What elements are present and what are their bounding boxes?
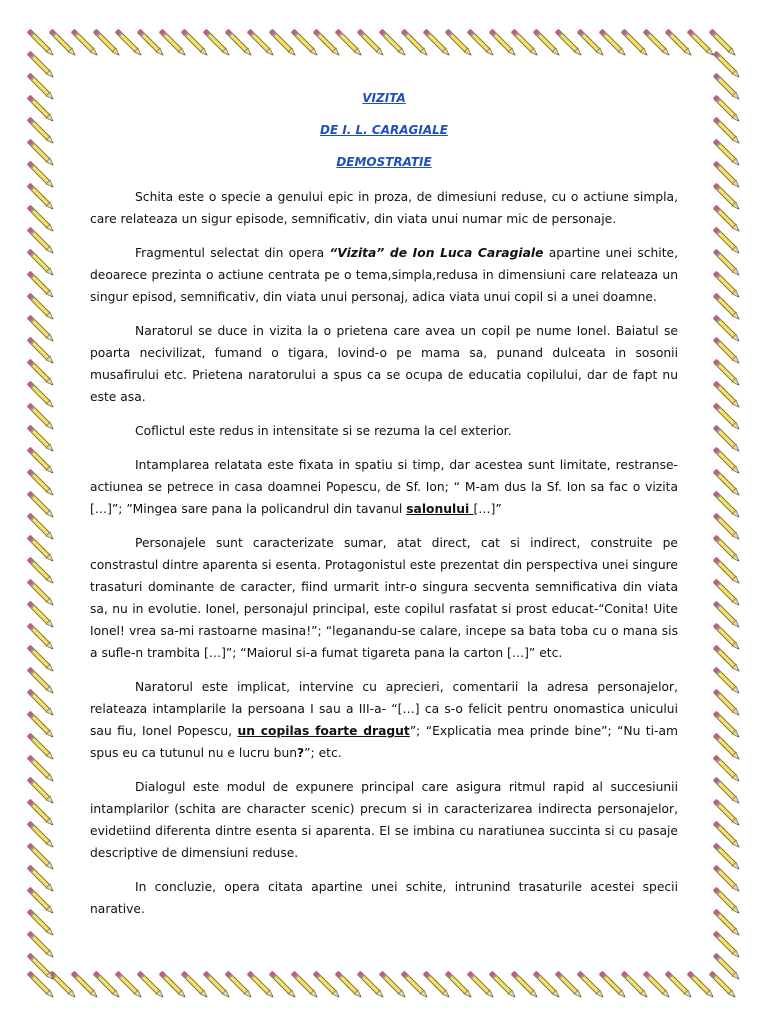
pencil-icon bbox=[715, 339, 740, 364]
pencil-icon bbox=[29, 845, 54, 870]
paragraph-2 bbox=[90, 242, 678, 308]
pencil-icon bbox=[29, 53, 54, 78]
pencil-icon bbox=[29, 361, 54, 386]
pencil-icon bbox=[29, 669, 54, 694]
pencil-icon bbox=[29, 801, 54, 826]
pencil-icon bbox=[359, 973, 384, 998]
pencil-icon bbox=[535, 973, 560, 998]
paragraph-5-text-a: Intamplarea relatata este fixata in spatiu si timp, dar acestea sunt limitate, restranse- actiunea se petrece in casa doamnei Popescu, de Sf. Ion; “ M-am dus la Sf. Ion sa fac o vizita […]”; ”Mingea sare pana la policandrul din tavanul bbox=[90, 458, 678, 516]
pencil-icon bbox=[227, 31, 252, 56]
pencil-icon bbox=[715, 515, 740, 540]
pencil-icon bbox=[557, 973, 582, 998]
pencil-icon bbox=[403, 31, 428, 56]
pencil-icon bbox=[601, 31, 626, 56]
pencil-icon bbox=[161, 973, 186, 998]
pencil-icon bbox=[161, 31, 186, 56]
pencil-icon bbox=[29, 735, 54, 760]
paragraph-6: Personajele sunt caracterizate sumar, atat direct, cat si indirect, construite pe constrastul dintre aparenta si esenta. Protagonistul este prezentat din perspectiva unei singure trasaturi dominante de caracter, fiind urmarit intr-o singura secventa semnificativa din viata sa, nu in evolutie. Ionel, personajul principal, este copilul rasfatat si prost educat-“Conita! Uite Ionel! vrea sa-mi rastoarne masina!”; “leganandu-se calare, incepe sa bata toba cu o mana sis a sufle-n trambita […]”; “Maiorul si-a fumat tigareta pana la carton […]” etc. bbox=[90, 536, 678, 660]
pencil-icon bbox=[117, 973, 142, 998]
paragraph-5-text-c: […]” bbox=[473, 502, 502, 516]
pencil-icon bbox=[601, 973, 626, 998]
pencil-icon bbox=[579, 31, 604, 56]
pencil-icon bbox=[271, 31, 296, 56]
pencil-icon bbox=[715, 97, 740, 122]
document-body bbox=[90, 90, 678, 932]
pencil-icon bbox=[29, 119, 54, 144]
pencil-icon bbox=[715, 537, 740, 562]
pencil-icon bbox=[715, 471, 740, 496]
pencil-icon bbox=[715, 691, 740, 716]
pencil-icon bbox=[645, 973, 670, 998]
pencil-icon bbox=[227, 973, 252, 998]
paragraph-1: Schita este o specie a genului epic in proza, de dimesiuni reduse, cu o actiune simpla, care relateaza un sigur episode, semnificativ, din viata unui numar mic de personaje. bbox=[90, 190, 678, 226]
paragraph-7-text-a: Naratorul este implicat, intervine cu aprecieri, comentarii la adresa personajelor, relateaza intamplarile la persoana I sau a III-a- “[…] ca s-o felicit pentru onomastica unicului sau fiu, Ionel Popescu, bbox=[90, 680, 678, 738]
pencil-icon bbox=[715, 581, 740, 606]
pencil-icon bbox=[715, 867, 740, 892]
paragraph-5 bbox=[90, 454, 678, 520]
pencil-icon bbox=[645, 31, 670, 56]
bold-question-mark: ? bbox=[297, 746, 305, 760]
paragraph-9: In concluzie, opera citata apartine unei schite, intrunind trasaturile acestei specii narative. bbox=[90, 880, 678, 916]
pencil-icon bbox=[535, 31, 560, 56]
paragraph-7-text-e: ”; etc. bbox=[304, 746, 342, 760]
pencil-icon bbox=[183, 973, 208, 998]
pencil-icon bbox=[667, 31, 692, 56]
pencil-icon bbox=[689, 31, 714, 56]
pencil-icon bbox=[469, 973, 494, 998]
pencil-icon bbox=[715, 295, 740, 320]
pencil-icon bbox=[29, 889, 54, 914]
pencil-icon bbox=[29, 295, 54, 320]
pencil-icon bbox=[29, 933, 54, 958]
pencil-icon bbox=[715, 713, 740, 738]
pencil-icon bbox=[29, 405, 54, 430]
pencil-icon bbox=[715, 383, 740, 408]
paragraph-7-text-c: ”; “Explicatia mea prinde bine”; “Nu ti-am spus eu ca tutunul nu e lucru bun bbox=[90, 724, 678, 760]
pencil-icon bbox=[29, 317, 54, 342]
pencil-icon bbox=[29, 141, 54, 166]
pencil-icon bbox=[667, 973, 692, 998]
pencil-icon bbox=[315, 31, 340, 56]
pencil-icon bbox=[715, 757, 740, 782]
pencil-icon bbox=[29, 75, 54, 100]
pencil-icon bbox=[715, 845, 740, 870]
pencil-icon bbox=[715, 141, 740, 166]
pencil-icon bbox=[715, 911, 740, 936]
pencil-icon bbox=[73, 973, 98, 998]
pencil-icon bbox=[715, 207, 740, 232]
pencil-icon bbox=[29, 713, 54, 738]
emphasized-phrase-copilas: un copilas foarte dragut bbox=[237, 724, 410, 738]
pencil-icon bbox=[315, 973, 340, 998]
pencil-icon bbox=[623, 31, 648, 56]
pencil-icon bbox=[715, 823, 740, 848]
pencil-icon bbox=[715, 735, 740, 760]
pencil-icon bbox=[623, 973, 648, 998]
paragraph-7 bbox=[90, 676, 678, 764]
pencil-icon bbox=[359, 31, 384, 56]
pencil-icon bbox=[139, 973, 164, 998]
pencil-icon bbox=[205, 31, 230, 56]
pencil-icon bbox=[715, 75, 740, 100]
pencil-icon bbox=[29, 31, 54, 56]
pencil-icon bbox=[29, 427, 54, 452]
pencil-icon bbox=[29, 185, 54, 210]
pencil-icon bbox=[29, 515, 54, 540]
pencil-icon bbox=[715, 185, 740, 210]
pencil-icon bbox=[715, 361, 740, 386]
pencil-icon bbox=[715, 119, 740, 144]
pencil-icon bbox=[469, 31, 494, 56]
pencil-icon bbox=[29, 97, 54, 122]
pencil-icon bbox=[29, 163, 54, 188]
pencil-icon bbox=[249, 973, 274, 998]
pencil-icon bbox=[29, 273, 54, 298]
pencil-icon bbox=[29, 647, 54, 672]
pencil-icon bbox=[715, 801, 740, 826]
pencil-icon bbox=[715, 669, 740, 694]
pencil-icon bbox=[715, 53, 740, 78]
pencil-icon bbox=[715, 405, 740, 430]
pencil-icon bbox=[139, 31, 164, 56]
paragraph-2-text-c: apartine unei schite, deoarece prezinta o actiune centrata pe o tema,simpla,redusa in dimensiuni care relateaza un singur episod, semnificativ, din viata unui personaj, adica viata unui copil si a unei doamne. bbox=[90, 246, 678, 304]
pencil-icon bbox=[715, 251, 740, 276]
paragraph-4: Coflictul este redus in intensitate si se rezuma la cel exterior. bbox=[135, 424, 512, 438]
pencil-icon bbox=[711, 31, 736, 56]
paragraph-2-text-a: Fragmentul selectat din opera bbox=[135, 246, 330, 260]
work-title-reference: “Vizita” de Ion Luca Caragiale bbox=[329, 246, 544, 260]
document-subtitle: DEMOSTRATIE bbox=[336, 155, 432, 169]
pencil-icon bbox=[29, 229, 54, 254]
pencil-icon bbox=[381, 973, 406, 998]
pencil-icon bbox=[29, 779, 54, 804]
pencil-icon bbox=[271, 973, 296, 998]
pencil-icon bbox=[29, 339, 54, 364]
pencil-icon bbox=[715, 933, 740, 958]
pencil-icon bbox=[95, 973, 120, 998]
pencil-icon bbox=[715, 273, 740, 298]
pencil-icon bbox=[183, 31, 208, 56]
pencil-icon bbox=[29, 911, 54, 936]
pencil-icon bbox=[715, 163, 740, 188]
pencil-icon bbox=[29, 581, 54, 606]
pencil-icon bbox=[715, 889, 740, 914]
pencil-icon bbox=[29, 493, 54, 518]
pencil-icon bbox=[715, 427, 740, 452]
pencil-icon bbox=[29, 603, 54, 628]
pencil-icon bbox=[293, 973, 318, 998]
pencil-icon bbox=[715, 493, 740, 518]
pencil-icon bbox=[29, 383, 54, 408]
pencil-icon bbox=[715, 317, 740, 342]
pencil-icon bbox=[29, 625, 54, 650]
pencil-icon bbox=[403, 973, 428, 998]
pencil-icon bbox=[579, 973, 604, 998]
pencil-icon bbox=[425, 973, 450, 998]
pencil-icon bbox=[425, 31, 450, 56]
pencil-icon bbox=[293, 31, 318, 56]
pencil-icon bbox=[715, 229, 740, 254]
pencil-icon bbox=[29, 757, 54, 782]
pencil-icon bbox=[205, 973, 230, 998]
pencil-icon bbox=[715, 779, 740, 804]
pencil-icon bbox=[29, 691, 54, 716]
pencil-icon bbox=[29, 823, 54, 848]
document-title: VIZITA bbox=[362, 91, 406, 105]
pencil-icon bbox=[337, 31, 362, 56]
pencil-icon bbox=[715, 449, 740, 474]
pencil-icon bbox=[381, 31, 406, 56]
pencil-icon bbox=[557, 31, 582, 56]
pencil-icon bbox=[715, 625, 740, 650]
pencil-icon bbox=[249, 31, 274, 56]
paragraph-3: Naratorul se duce in vizita la o prietena care avea un copil pe nume Ionel. Baiatul se poarta necivilizat, fumand o tigara, lovind-o pe mama sa, punand dulceata in sosonii musafirului etc. Prietena naratorului a spus ca se ocupa de educatia copilului, dar de fapt nu este asa. bbox=[90, 324, 678, 404]
pencil-icon bbox=[117, 31, 142, 56]
pencil-icon bbox=[513, 973, 538, 998]
pencil-icon bbox=[715, 603, 740, 628]
pencil-icon bbox=[73, 31, 98, 56]
pencil-icon bbox=[491, 31, 516, 56]
pencil-icon bbox=[689, 973, 714, 998]
pencil-icon bbox=[447, 31, 472, 56]
pencil-icon bbox=[715, 559, 740, 584]
pencil-icon bbox=[29, 559, 54, 584]
pencil-icon bbox=[711, 973, 736, 998]
emphasized-word-salonului: salonului bbox=[406, 502, 474, 516]
document-author: DE I. L. CARAGIALE bbox=[320, 123, 448, 137]
pencil-icon bbox=[51, 31, 76, 56]
pencil-icon bbox=[715, 955, 740, 980]
paragraph-8: Dialogul este modul de expunere principal care asigura ritmul rapid al succesiunii intamplarilor (schita are character scenic) precum si in caracterizarea indirecta personajelor, evidetiind diferenta dintre esenta si aparenta. El se imbina cu naratiunea succinta si cu pasaje descriptive de dimensiuni reduse. bbox=[90, 780, 678, 860]
pencil-icon bbox=[29, 449, 54, 474]
pencil-icon bbox=[513, 31, 538, 56]
pencil-icon bbox=[337, 973, 362, 998]
pencil-icon bbox=[95, 31, 120, 56]
pencil-icon bbox=[29, 251, 54, 276]
pencil-icon bbox=[29, 537, 54, 562]
pencil-icon bbox=[29, 867, 54, 892]
pencil-icon bbox=[447, 973, 472, 998]
pencil-icon bbox=[29, 471, 54, 496]
pencil-icon bbox=[29, 207, 54, 232]
pencil-icon bbox=[51, 973, 76, 998]
pencil-icon bbox=[491, 973, 516, 998]
pencil-icon bbox=[715, 647, 740, 672]
